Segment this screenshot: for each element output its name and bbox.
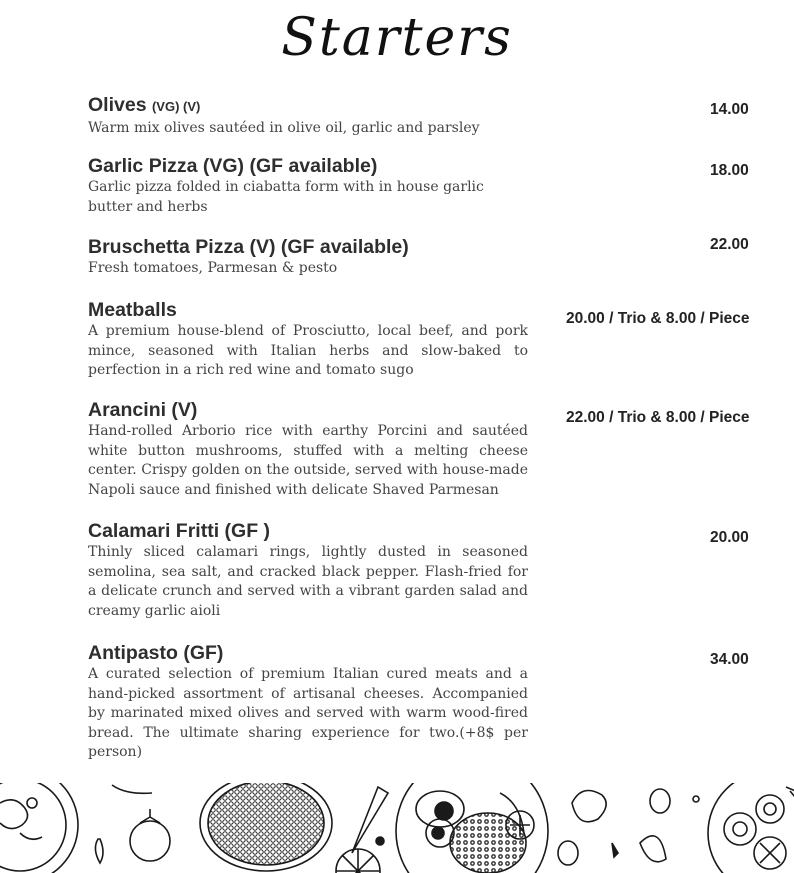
page-title: Starters [281, 8, 513, 68]
dietary-tags: (VG) (V) [151, 99, 201, 114]
bread-icon [572, 791, 606, 822]
menu-item-olives [88, 94, 768, 139]
item-name: Antipasto (GF) [88, 642, 224, 664]
item-description: A curated selection of premium Italian cured meats and a hand-picked assortment of artisanal cheeses. Accompanied by marinated mixed olives and served with warm wood-fired bread. The ultimate sharing experience for two.(+8$ per person) [88, 666, 528, 760]
menu-item-bruschetta-pizza [88, 236, 768, 279]
grain-bowl-icon [200, 783, 332, 871]
item-description: Garlic pizza folded in ciabatta form with in house garlic butter and herbs [88, 179, 484, 215]
lemon-slice-icon [336, 849, 380, 873]
menu-item-antipasto [88, 642, 768, 763]
tomato-icon [130, 809, 170, 861]
herb-icon [112, 785, 152, 793]
pasta-plate-icon [0, 783, 78, 873]
item-price: 20.00 [710, 529, 749, 546]
item-name: Olives (VG) (V) [88, 94, 201, 116]
item-description: Warm mix olives sautéed in olive oil, garlic and parsley [88, 120, 480, 136]
item-name: Meatballs [88, 299, 177, 321]
item-name: Garlic Pizza (VG) (GF available) [88, 155, 378, 177]
item-price: 22.00 / Trio & 8.00 / Piece [566, 409, 750, 426]
item-price: 34.00 [710, 651, 749, 668]
menu-item-calamari-fritti [88, 520, 768, 621]
item-price: 22.00 [710, 236, 749, 253]
item-description: Thinly sliced calamari rings, lightly dusted in seasoned semolina, sea salt, and cracked black pepper. Flash-fried for a delicate crunch and served with a vibrant garden salad and creamy garlic aioli [88, 544, 528, 619]
chili-icon [95, 839, 103, 863]
item-price: 20.00 / Trio & 8.00 / Piece [566, 310, 750, 327]
item-name: Calamari Fritti (GF ) [88, 520, 271, 542]
item-name: Bruschetta Pizza (V) (GF available) [88, 236, 409, 258]
item-price: 14.00 [710, 101, 749, 118]
menu-item-garlic-pizza [88, 155, 768, 217]
item-price: 18.00 [710, 162, 749, 179]
breakfast-plate-icon [396, 783, 548, 873]
hazelnut-icon [558, 789, 670, 865]
item-name: Arancini (V) [88, 399, 198, 421]
item-description: Fresh tomatoes, Parmesan & pesto [88, 260, 338, 276]
salad-plate-icon [708, 783, 794, 873]
item-description: A premium house-blend of Prosciutto, local beef, and pork mince, seasoned with Italian herbs and slow-baked to perfection in a rich red wine and tomato sugo [88, 323, 528, 378]
item-description: Hand-rolled Arborio rice with earthy Porcini and sautéed white button mushrooms, stuffed with a melting cheese center. Crispy golden on the outside, served with house-made Napoli sauce and finished with delicate Shaved Parmesan [88, 423, 528, 498]
food-illustration-footer [0, 783, 794, 873]
